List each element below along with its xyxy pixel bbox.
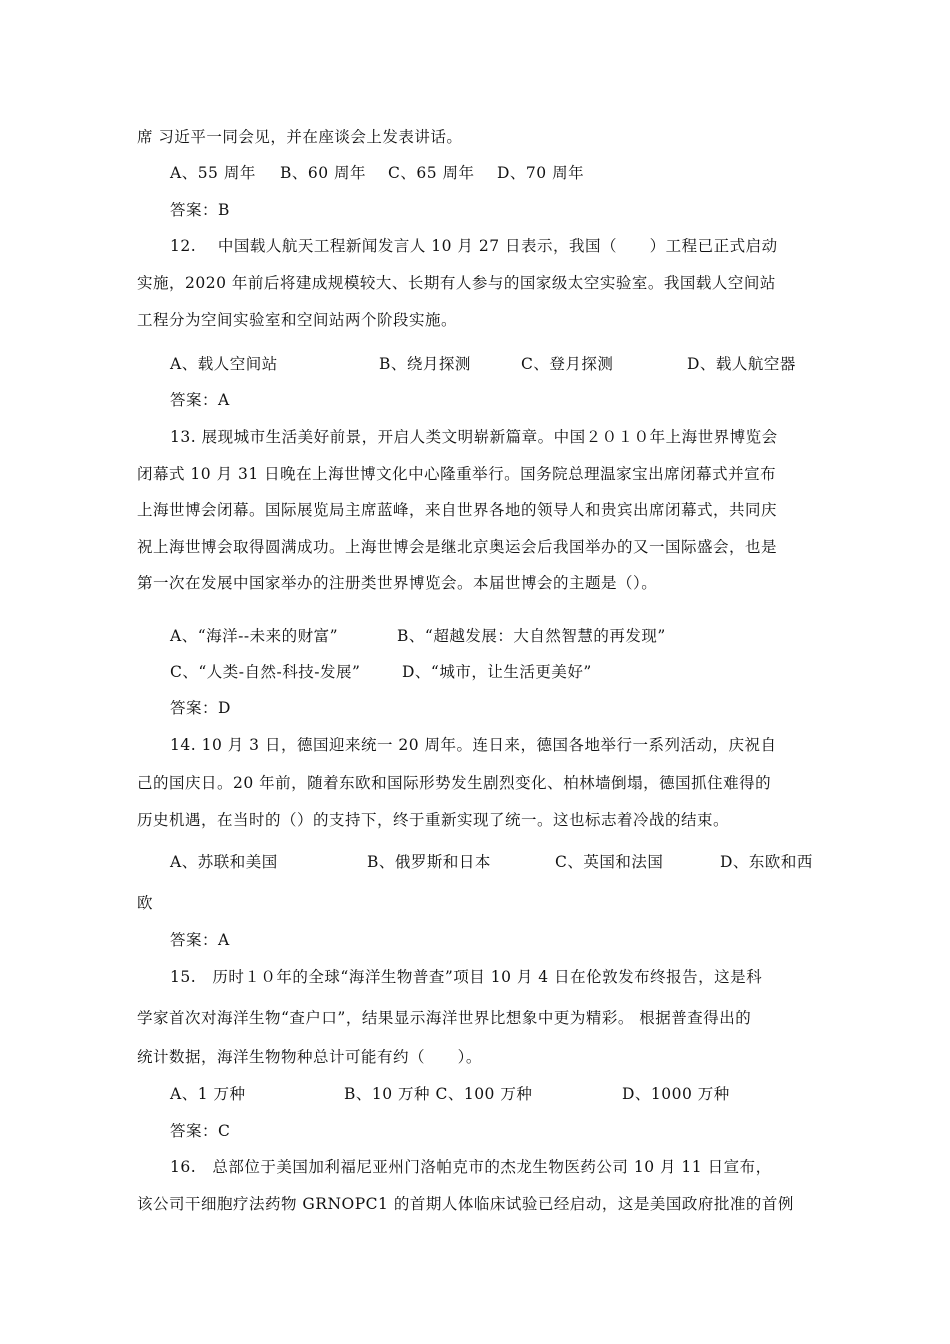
question-16: 16. 总部位于美国加利福尼亚州门洛帕克市的杰龙生物医药公司 10 月 11 日宣布，: [170, 1158, 772, 1176]
answer: 答案：B: [170, 201, 230, 219]
option-b: B、60 周年: [280, 164, 367, 182]
text-line: 历史机遇，在当时的（）的支持下，终于重新实现了统一。这也标志着冷战的结束。: [137, 811, 730, 829]
text-line: 己的国庆日。20 年前，随着东欧和国际形势发生剧烈变化、柏林墙倒塌，德国抓住难得的: [137, 774, 772, 792]
option-b: B、俄罗斯和日本: [367, 853, 491, 871]
question-14: 14. 10 月 3 日，德国迎来统一 20 周年。连日来，德国各地举行一系列活动，庆祝自: [170, 736, 777, 754]
text-line: 席 习近平一同会见，并在座谈会上发表讲话。: [137, 128, 463, 146]
option-c: C、65 周年: [388, 164, 475, 182]
option-b: B、绕月探测: [379, 355, 471, 373]
question-12: 12. 中国载人航天工程新闻发言人 10 月 27 日表示，我国（ ）工程已正式启动: [170, 237, 778, 255]
option-c: C、英国和法国: [555, 853, 664, 871]
option-d: D、载人航空器: [687, 355, 796, 373]
text-line: 第一次在发展中国家举办的注册类世界博览会。本届世博会的主题是（）。: [137, 574, 658, 592]
text-line: 上海世博会闭幕。国际展览局主席蓝峰，来自世界各地的领导人和贵宾出席闭幕式，共同庆: [137, 501, 778, 519]
text-line: 统计数据，海洋生物物种总计可能有约（ ）。: [137, 1048, 482, 1066]
option-d: D、“城市，让生活更美好”: [402, 663, 592, 681]
option-d: D、1000 万种: [622, 1085, 730, 1103]
answer: 答案：A: [170, 391, 230, 409]
text-line: 实施，2020 年前后将建成规模较大、长期有人参与的国家级太空实验室。我国载人空间站: [137, 274, 776, 292]
text-line: 学家首次对海洋生物“查户口”，结果显示海洋世界比想象中更为精彩。 根据普查得出的: [137, 1009, 752, 1027]
option-a: A、苏联和美国: [170, 853, 278, 871]
option-c: C、“人类-自然-科技-发展”: [170, 663, 361, 681]
text-line: 闭幕式 10 月 31 日晚在上海世博文化中心隆重举行。国务院总理温家宝出席闭幕式并宣布: [137, 465, 777, 483]
option-a: A、55 周年: [170, 164, 256, 182]
option-d: D、东欧和西: [720, 853, 813, 871]
answer: 答案：C: [170, 1122, 231, 1140]
text-line: 工程分为空间实验室和空间站两个阶段实施。: [137, 311, 458, 329]
option-a: A、载人空间站: [170, 355, 278, 373]
option-a: A、1 万种: [170, 1085, 246, 1103]
option-c: C、登月探测: [521, 355, 614, 373]
option-d: D、70 周年: [497, 164, 585, 182]
text-line: 欧: [137, 894, 154, 912]
answer: 答案：D: [170, 699, 231, 717]
text-line: 祝上海世博会取得圆满成功。上海世博会是继北京奥运会后我国举办的又一国际盛会，也是: [137, 538, 778, 556]
question-13: 13. 展现城市生活美好前景，开启人类文明崭新篇章。中国２０１０年上海世界博览会: [170, 428, 778, 446]
option-bc: B、10 万种 C、100 万种: [344, 1085, 533, 1103]
option-a: A、“海洋--未来的财富”: [170, 627, 339, 645]
text-line: 该公司干细胞疗法药物 GRNOPC1 的首期人体临床试验已经启动，这是美国政府批准的首例: [137, 1195, 794, 1213]
question-15: 15. 历时１０年的全球“海洋生物普查”项目 10 月 4 日在伦敦发布终报告，这是科: [170, 968, 763, 986]
answer: 答案：A: [170, 931, 230, 949]
option-b: B、“超越发展：大自然智慧的再发现”: [397, 627, 666, 645]
